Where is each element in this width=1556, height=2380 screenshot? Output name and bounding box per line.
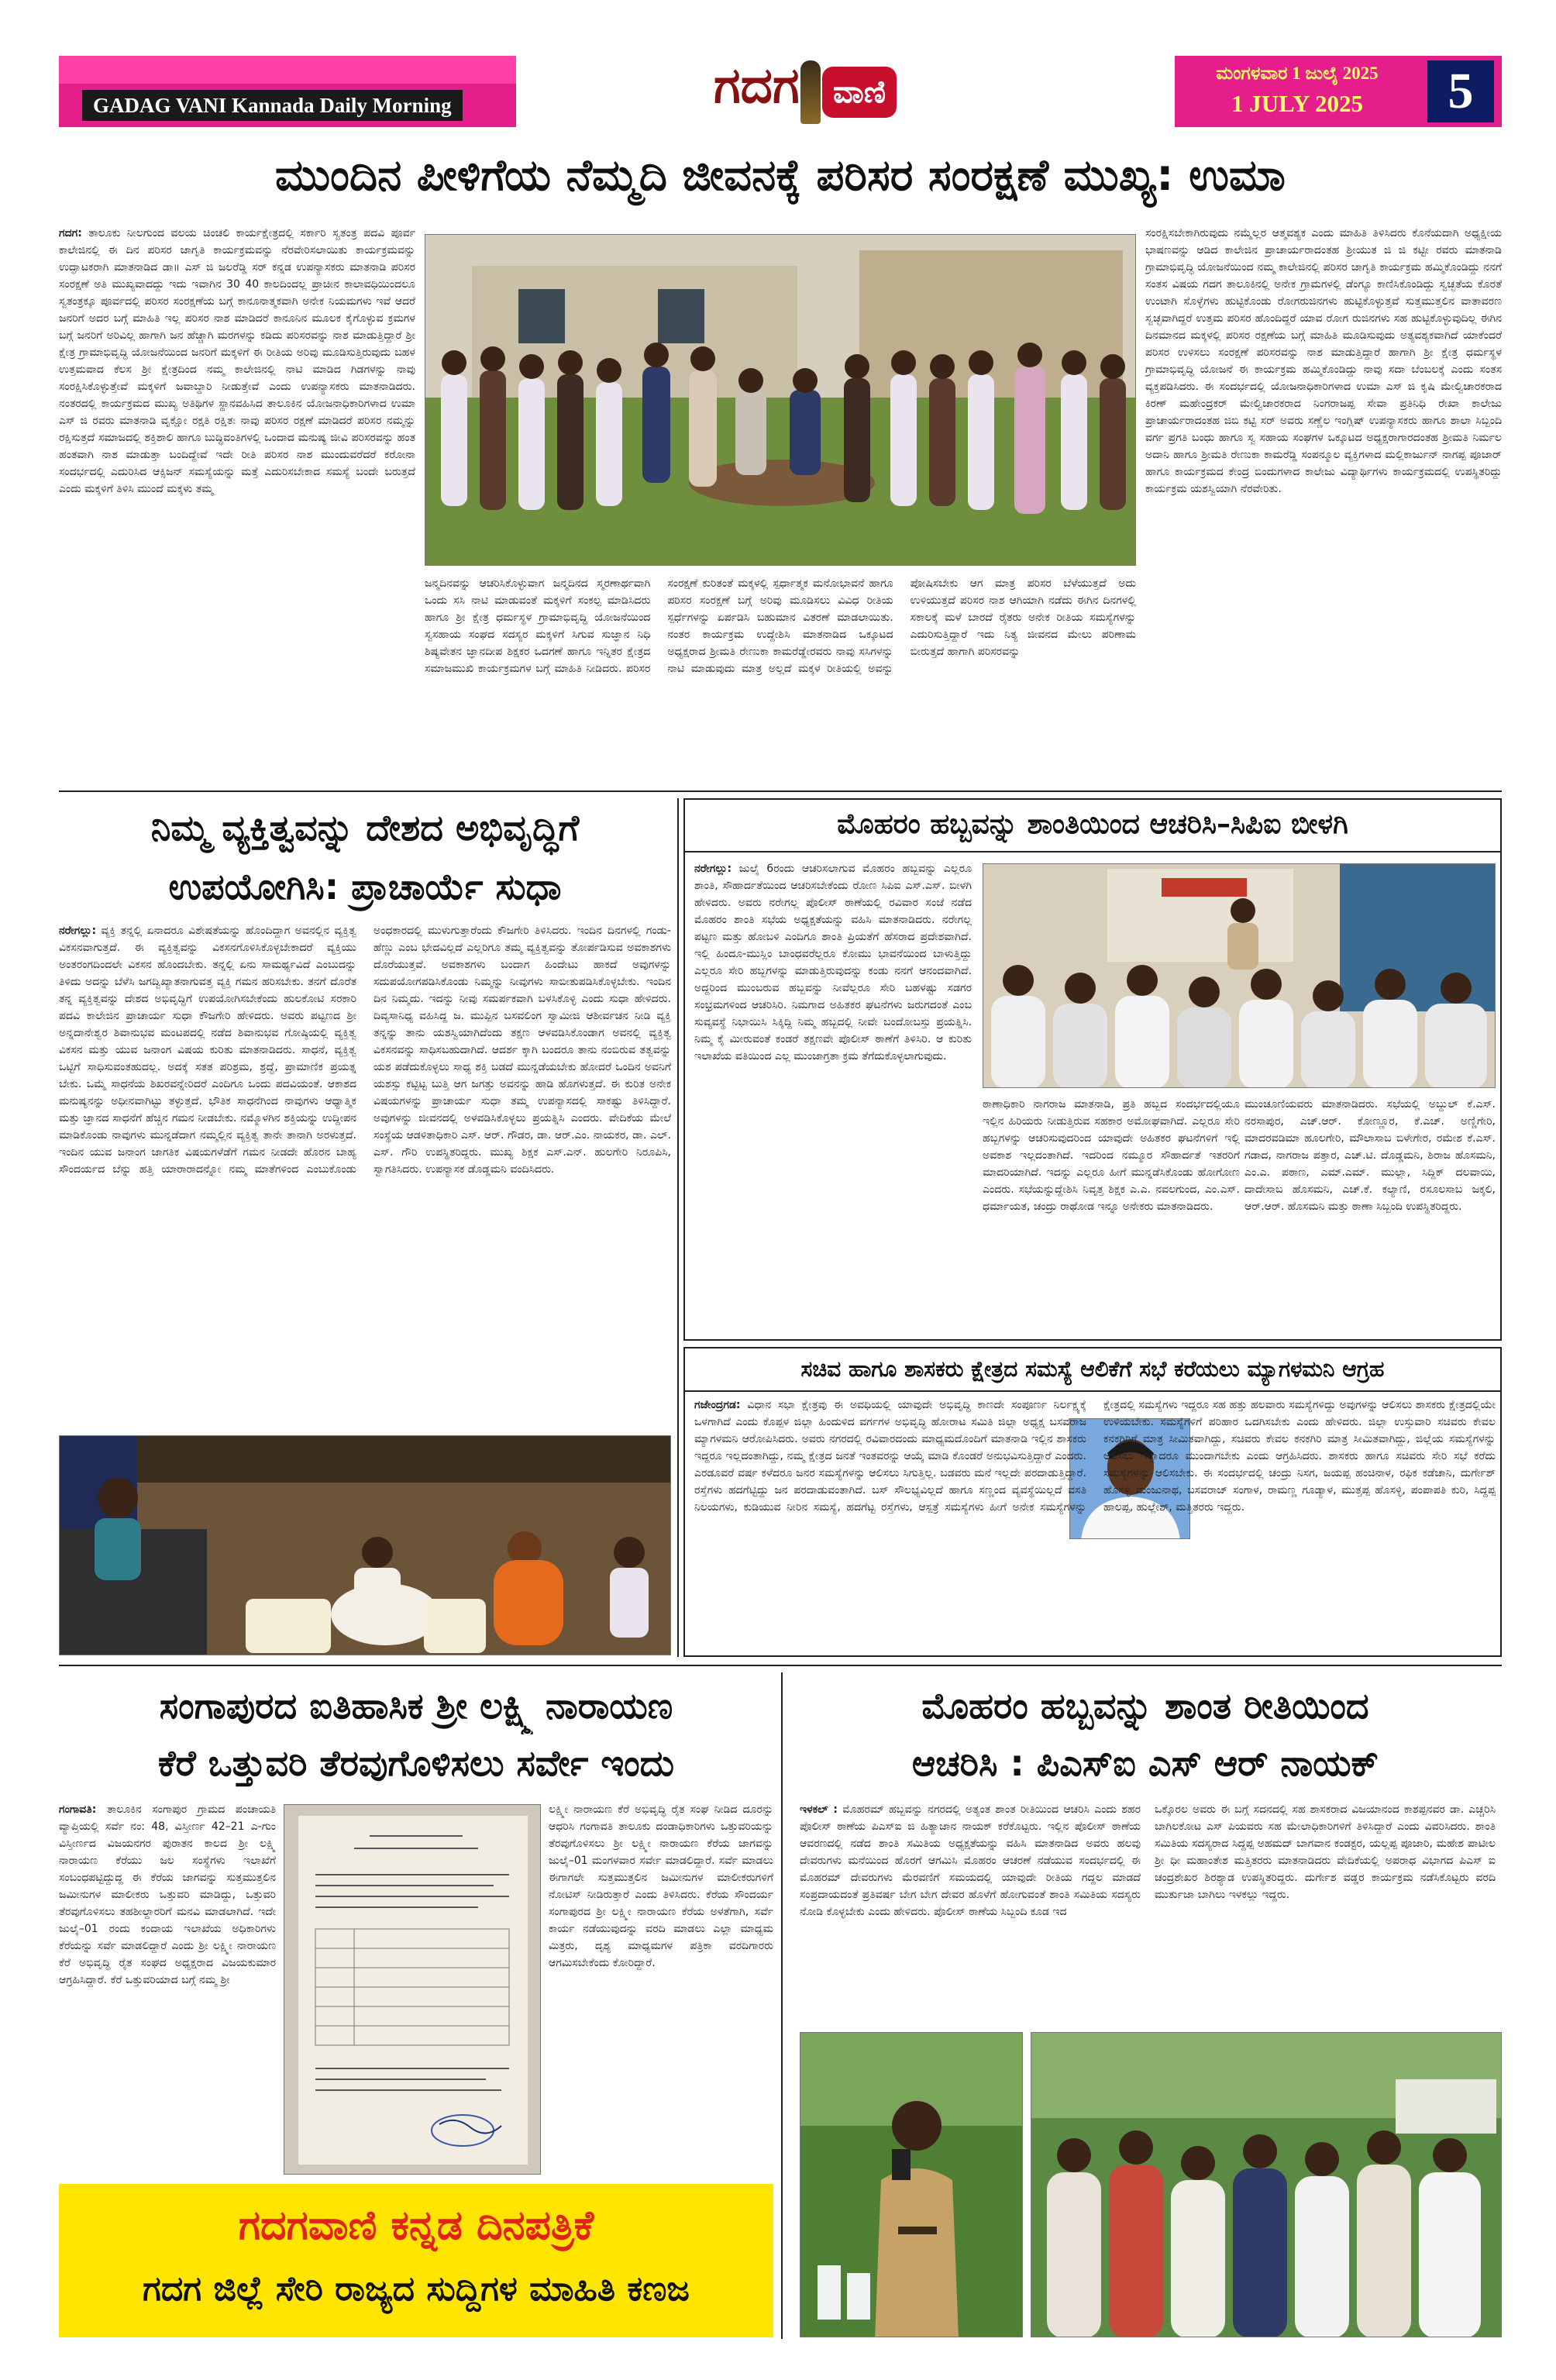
story3-col-left-text: ಜುಲೈ 6ರಂದು ಆಚರಿಸಲಾಗುವ ಮೊಹರಂ ಹಬ್ಬವನ್ನು ಎಲ್ಲರೂ ಶಾಂತಿ, ಸೌಹಾರ್ದತೆಯಿಂದ ಆಚರಿಸಬೇಕೆಂದು ರೋಣ ಸಿಪಿಐ ಎಸ್.ಎಸ್. ಬೀಳಗಿ ಹೇಳಿದರು. ಅವರು ನರೇಗಲ್ಲ ಪೊಲೀಸ್ ಠಾಣೆಯಲ್ಲಿ ರವಿವಾರ ಸಂಜೆ ನಡೆದ ಮೊಹರಂ ಶಾಂತಿ ಸಭೆಯ ಅಧ್ಯಕ್ಷತೆಯನ್ನು ವಹಿಸಿ ಮಾತನಾಡಿದರು. ನರೇಗಲ್ಲ ಪಟ್ಟಣ ಮತ್ತು ಹೋಬಳಿ ಎಂದಿಗೂ ಶಾಂತಿ ಪ್ರಿಯತೆಗೆ ಹೆಸರಾದ ಪ್ರದೇಶವಾಗಿದೆ. ಇಲ್ಲಿ ಹಿಂದೂ-ಮುಸ್ಲಿಂ ಬಾಂಧವರೆಲ್ಲರೂ ಕೋಮು ಭಾವನೆಯಿಂದ ಬಾಳುತ್ತಿದ್ದು ಎಲ್ಲರೂ ಸೇರಿ ಹಬ್ಬಗಳನ್ನು ಮಾಡುತ್ತಿರುವುದನ್ನು ಕಂಡು ನನಗೆ ಆನಂದವಾಗಿದೆ. ಅದ್ದರಿಂದ ಮುಂಬರುವ ಹಬ್ಬವನ್ನು ನೀವೆಲ್ಲರೂ ಸೇರಿ ಬಹಳಷ್ಟು ಸಡಗರ ಸಂಭ್ರಮಗಳಿಂದ ಆಚರಿಸಿರಿ. ನಿಮಗಾದ ಅಹಿತಕರ ಘಟನೆಗಳು ಜರುಗದಂತೆ ಎಂಬ ಸುವ್ಯವಸ್ಥೆ ನಿಭಾಯಿಸಿ ಸಿಕ್ಕಿದ್ದಿ ನಿಮ್ಮ ಹಬ್ಬದಲ್ಲಿ ನೀವೇ ಬಂದೋಬಸ್ತು ಪ್ರಯತ್ನಿಸಿ. ನಿಮ್ಮ ಕೈ ಮೀರುವಂತೆ ಕಂಡರೆ ತಕ್ಷಣವೇ ಪೊಲೀಸ್ ಠಾಣೆಗೆ ತಿಳಿಸಿರಿ. ಆ ಕುರಿತು ಇಲಾಖೆಯ ವತಿಯಿಂದ ಎಲ್ಲ ಮುಂಜಾಗ್ರತಾ ಕ್ರಮ ತೆಗೆದುಕೊಳ್ಳಲಾಗುವುದು. <box>694 863 972 1063</box>
story1-photo <box>425 234 1136 566</box>
page-number: 5 <box>1427 60 1494 122</box>
story4-body-text: ವಿಧಾನ ಸಭಾ ಕ್ಷೇತ್ರವು ಈ ಅವಧಿಯಲ್ಲಿ ಯಾವುದೇ ಅಭಿವೃದ್ಧಿ ಕಾಣದೇ ಸಂಪೂರ್ಣ ನಿರ್ಲಕ್ಷ್ಯಕ್ಕೆ ಒಳಗಾಗಿದೆ ಎಂದು ಕೊಪ್ಪಳ ಜಿಲ್ಲಾ ಹಿಂದುಳಿದ ವರ್ಗಗಳ ಅಭಿವೃದ್ಧಿ ಹೋರಾಟ ಸಮಿತಿ ಜಿಲ್ಲಾ ಅಧ್ಯಕ್ಷ ಬಸವರಾಜ ಮ್ಯಾಗಳಮನಿ ಆರೋಪಿಸಿದರು. ಅವರು ನಗರದಲ್ಲಿ ರವಿವಾರದಂದು ಮಾಧ್ಯಮದೊಂದಿಗೆ ಮಾತನಾಡಿ ಇಲ್ಲಿನ ಶಾಸಕರು ಇದ್ದರೂ ಇಲ್ಲದಂತಾಗಿದ್ದು, ನಮ್ಮ ಕ್ಷೇತ್ರದ ಜನತೆ ಇಂತವರನ್ನು ಆಯ್ಕೆ ಮಾಡಿ ಕೊಂಡರೆ ಅನುಭವಿಸುತ್ತಿದ್ದಾರೆ ಎಂದರು. ಎರಡೂವರೆ ವರ್ಷ ಕಳೆದರೂ ಜನರ ಸಮಸ್ಯೆಗಳನ್ನು ಆಲಿಸಲು ಸಿಗುತ್ತಿಲ್ಲ. ಬಡವರು ಮನೆ ಇಲ್ಲದೇ ಪರದಾಡುತ್ತಿದ್ದಾರೆ. ರಸ್ತೆಗಳು ಹದಗೆಟ್ಟಿದ್ದು ಜನ ಪರದಾಡುವಂತಾಗಿದೆ. ಬಸ್ ಸೌಲಭ್ಯವಿಲ್ಲದೆ ಹಾಗೂ ಸಣ್ಣಂದ ವ್ಯವಸ್ಥೆಯಿಲ್ಲದೆ ವಸತಿ ನಿಲಯಗಳು, ಕುಡಿಯುವ ನೀರಿನ ಸಮಸ್ಯೆ, ಹದಗೆಟ್ಟ ರಸ್ತೆಗಳು, ಆಸ್ಪತ್ರೆ ಸಮಸ್ಯೆಗಳು ಹೀಗೆ ಅನೇಕ ಸಮಸ್ಯೆಗಳನ್ನು ಕ್ಷೇತ್ರದಲ್ಲಿ ಸಮಸ್ಯೆಗಳು ಇದ್ದರೂ ಸಹ ಹತ್ತು ಹಲವಾರು ಸಮಸ್ಯೆಗಳಿದ್ದು ಅವುಗಳನ್ನು ಆಲಿಸಲು ಶಾಸಕರು ಕ್ಷೇತ್ರದಲ್ಲಿಯೇ ಉಳಿಯಬೇಕು. ಸಮಸ್ಯೆಗಳಿಗೆ ಪರಿಹಾರ ಒದಗಿಸಬೇಕು ಎಂದು ಹೇಳಿದರು. ಜಿಲ್ಲಾ ಉಸ್ತುವಾರಿ ಸಚಿವರು ಕೇವಲ ಕನಕಗಿರಿಗೆ ಮಾತ್ರ ಸೀಮಿತವಾಗಿದ್ದು, ಸಚಿವರು ಕೇವಲ ಕನಕಗಿರಿ ಮಾತ್ರ ಸೀಮಿತವಾಗಿದ್ದು, ಜಿಲ್ಲೆಯ ಸಮಸ್ಯೆಗಳನ್ನು ಆಲಿಸಲು ಇನ್ನಾದರೂ ಮುಂದಾಗಬೇಕು ಎಂದು ಆಗ್ರಹಿಸಿದರು. ಶಾಸಕರು ಹಾಗೂ ಸಚಿವರು ಸೇರಿ ಸಭೆ ಕರೆದು ಸಮಸ್ಯೆಗಳನ್ನು ಆಲಿಸಬೇಕು. ಈ ಸಂದರ್ಭದಲ್ಲಿ ಚಂದ್ರು ನಿಸಗ, ಜಯಪ್ಪ ಹಂಚಿನಾಳ, ರಫಿಕ ಕಡೆಚಾನಿ, ದುರ್ಗೇಶ್ ಹೊಸಳ್ಳಿ ಮಂಜುನಾಥ, ಬಸವರಾಜ್ ಸಂಗಾಳ, ರಾಮಣ್ಣ ಗೂಡ್ಯಾಳ, ಮುತ್ತಪ್ಪ ಹೊಸಳ್ಳಿ, ಪಂಪಾಪತಿ ಕುರಿ, ಸಿದ್ದಪ್ಪ ಹಾಲಪ್ಪ, ಹುಲ್ಲೇಶ್, ಮತ್ತಿತರರು ಇದ್ದರು. <box>694 1399 1496 1514</box>
story2-headline-line2: ಉಪಯೋಗಿಸಿ: ಪ್ರಾಚಾರ್ಯೆ ಸುಧಾ <box>168 866 562 908</box>
logo-badge: ವಾಣಿ <box>822 67 897 118</box>
paper-name: GADAG VANI Kannada Daily Morning <box>82 90 463 121</box>
divider <box>683 851 1502 852</box>
gathering-crowd-scene <box>1031 2033 1502 2337</box>
story6-col-left-text: ಮೊಹರಮ್ ಹಬ್ಬವನ್ನು ನಗರದಲ್ಲಿ ಅತ್ಯಂತ ಶಾಂತ ರೀತಿಯಿಂದ ಆಚರಿಸಿ ಎಂದು ಶಹರ ಪೊಲೀಸ್ ಠಾಣೆಯ ಪಿಎಸ್ಐ ಜಿ ಹಿತ್ಯಾಜಾನ ನಾಯಕ್ ಕರೆಕೊಟ್ಟರು. ಇಲ್ಲಿನ ಪೊಲೀಸ್ ಠಾಣೆಯ ಆವರಣದಲ್ಲಿ ನಡೆದ ಶಾಂತಿ ಸಮಿತಿಯ ಅಧ್ಯಕ್ಷತೆಯನ್ನು ವಹಿಸಿ ಮಾತನಾಡಿದ ಅವರು ಹಲವು ದೇವರುಗಳು ಮನೆಯಿಂದ ಹೊರಗೆ ಆಗಮಿಸಿ ಮೊಹರಂ ಆಚರಣೆ ನಡೆಯುವ ಸಂದರ್ಭದಲ್ಲಿ ಈ ಮೊಹರಮ್ ದೇವರುಗಳು ಮೆರವಣಿಗೆ ಸಮಯದಲ್ಲಿ ಯಾವುದೇ ರೀತಿಯ ಗದ್ದಲ ಮಾಡದೆ ಸಂಪ್ರದಾಯದಂತೆ ಪ್ರತಿವರ್ಷ ಬೇಗ ಬೇಗ ದೇವರ ಹೊಳೆಗೆ ಹೋಗುವಂತೆ ಶಾಂತಿ ಸಮಿತಿಯ ಸದಸ್ಯರು ನೋಡಿ ಕೊಳ್ಳಬೇಕು ಎಂದು ಹೇಳಿದರು. ಪೊಲೀಸ್ ಠಾಣೆಯ ಸಿಬ್ಬಂದಿ ಕೂಡ ಇದ <box>800 1803 1141 1918</box>
stage-event-scene <box>60 1436 671 1655</box>
story5-notice-image <box>284 1804 541 2175</box>
story1-dateline: ಗದಗ: <box>59 227 82 239</box>
masthead-right-bar <box>1175 56 1502 127</box>
divider <box>59 1665 1502 1666</box>
story3-col-mid: ಠಾಣಾಧಿಕಾರಿ ನಾಗರಾಜ ಮಾತನಾಡಿ, ಪ್ರತಿ ಹಬ್ಬದ ಸಂದರ್ಭದಲ್ಲಿಯೂ ಇಲ್ಲಿನ ಹಿರಿಯರು ನೀಡುತ್ತಿರುವ ಸಹಕಾರ ಅಮೋಘವಾಗಿದೆ. ಎಲ್ಲರೂ ಸೇರಿ ಹಬ್ಬಗಳನ್ನು ಆಚರಿಸುವುದರಿಂದ ಯಾವುದೇ ಅಹಿತಕರ ಘಟನೆಗಳಿಗೆ ಇಲ್ಲಿ ಅವಕಾಶ ಇಲ್ಲದಂತಾಗಿದೆ. ಇದರಿಂದ ನಮ್ಮೂರ ಸೌಹಾರ್ದತೆ ಇತರರಿಗೆ ಮಾದರಿಯಾಗಿದೆ. ಇದನ್ನು ಎಲ್ಲರೂ ಹೀಗೆ ಮುನ್ನಡೆಸಿಕೊಂಡು ಹೋಗೋಣ ಎಂದರು. ಸಭೆಯನ್ನುದ್ದೇಶಿಸಿ ನಿವೃತ್ತ ಶಿಕ್ಷಕ ಎ.ಎ. ನವಲಗುಂದ, ಎಂ.ಎಸ್. ಧರ್ಮಾಯತ, ಚಂದ್ರು ರಾಥೋಡ ಇನ್ನೂ ಅನೇಕರು ಮಾತನಾಡಿದರು. <box>983 1098 1240 1213</box>
tree-planting-scene <box>425 235 1136 566</box>
story4-body <box>694 1397 1496 1651</box>
divider <box>59 790 1502 792</box>
story1-col-left-text: ತಾಲೂಕು ನೀಲಗುಂದ ವಲಯ ಚಿಂಚಲಿ ಕಾರ್ಯಕ್ಷೇತ್ರದಲ್ಲಿ ಸರ್ಕಾರಿ ಸ್ವತಂತ್ರ ಪದವಿ ಪೂರ್ವ ಕಾಲೇಜಿನಲ್ಲಿ ಈ ದಿನ ಪರಿಸರ ಜಾಗೃತಿ ಕಾರ್ಯಕ್ರಮವನ್ನು ನೆರವೇರಿಸಲಾಯಿತು ಕಾರ್ಯಕ್ರಮವನ್ನು ಉದ್ಘಾಟಕರಾಗಿ ಮಾತನಾಡಿದ ಡಾ॥ ಎಸ್ ಜಿ ಜಲರೆಡ್ಡಿ ಸರ್ ಕನ್ನಡ ಉಪನ್ಯಾಸಕರು ಮಾತನಾಡಿ ಪರಿಸರ ಸಂರಕ್ಷಣೆ ಅತಿ ಮುಖ್ಯವಾದದ್ದು ಇದು ಇವಾಗಿನ 30 40 ಕಾಲದಿಂದಲ್ಲ ಪ್ರಾಚೀನ ಕಾಲಾವಧಿಯಿಂದಲೂ ಸ್ವತಂತ್ರಕ್ಕೂ ಪೂರ್ವದಲ್ಲಿ ಪರಿಸರ ಸಂರಕ್ಷಣೆಯ ಬಗ್ಗೆ ಕಾನೂನಾತ್ಮಕವಾಗಿ ಅನೇಕ ನಿಯಮಗಳು ಇವೆ ಆದರೆ ಜನರಿಗೆ ಅದರ ಬಗ್ಗೆ ಮಾಹಿತಿ ಇಲ್ಲ ಪರಿಸರ ನಾಶ ಮಾಡಿದರೆ ಕಾನೂನಿನ ಮೂಲಕ ಕೈಗೊಳ್ಳುವ ಕ್ರಮಗಳ ಬಗ್ಗೆ ಜನರಿಗೆ ಅರಿವಿಲ್ಲ ಹಾಗಾಗಿ ಜನ ಹೆಚ್ಚಾಗಿ ಮರಗಳನ್ನು ಕಡಿದು ಪರಿಸರವನ್ನು ನಾಶ ಮಾಡುತ್ತಿದ್ದಾರೆ ಶ್ರೀ ಕ್ಷೇತ್ರ ಗ್ರಾಮಾಭಿವೃದ್ಧಿ ಯೋಜನೆಯಿಂದ ಜನರಿಗೆ ಮಕ್ಕಳಿಗೆ ಈ ರೀತಿಯ ಅರಿವು ಮೂಡಿಸುತ್ತಿರುವುದು ಬಹಳ ಉತ್ತಮವಾದ ಕೆಲಸ ಶ್ರೀ ಕ್ಷೇತ್ರದಿಂದ ನಮ್ಮ ಕಾಲೇಜಿನಲ್ಲಿ ನಾಟಿ ಮಾಡಿದ ಗಿಡಗಳನ್ನು ನಾವು ಸಂರಕ್ಷಿಸಿಕೊಳ್ಳುತ್ತೇವೆ ಮಕ್ಕಳಿಗೆ ಜವಾಬ್ದಾರಿ ನೀಡುತ್ತೇವೆ ಎಂದು ಉಪನ್ಯಾಸಕರು ಮಾತನಾಡಿದರು. ನಂತರದಲ್ಲಿ ಕಾರ್ಯಕ್ರಮದ ಮುಖ್ಯ ಅತಿಥಿಗಳ ಸ್ಥಾನವಹಿಸಿದ ತಾಲೂಕಿನ ಯೋಜನಾಧಿಕಾರಿಗಳಾದ ಉಮಾ ಎಸ್ ಜಿ ರವರು ಮಾತನಾಡಿ ವೃಕ್ಷೋ ರಕ್ಷತಿ ರಕ್ಷಿತಃ ನಾವು ಪರಿಸರ ರಕ್ಷಣೆ ಮಾಡಿದರೆ ಪರಿಸರ ನಮ್ಮನ್ನು ರಕ್ಷಿಸುತ್ತದೆ ಸಮಾಜದಲ್ಲಿ ಶಕ್ತಿಶಾಲಿ ಹಾಗೂ ಬುದ್ಧಿವಂತಿಗಳಲ್ಲಿ ಒಂದಾದ ಮನುಷ್ಯ ಜೀವಿ ಪರಿಸರವನ್ನು ಹಂತ ಹಂತವಾಗಿ ನಾಶ ಮಾಡುತ್ತಾ ಬಂದಿದ್ದೇವೆ ಇದೇ ರೀತಿ ಪರಿಸರ ನಾಶ ಮುಂದುವರೆದರೆ ಕರೋನಾ ಸಂದರ್ಭದಲ್ಲಿ ಎದುರಿಸಿದ ಆಕ್ಸಿಜನ್ ಸಮಸ್ಯೆಯನ್ನು ಮತ್ತೆ ಎದುರಿಸಬೇಕಾದ ಸಮಸ್ಯೆ ಬಂದೇ ಬರುತ್ತದೆ ಎಂದು ಮಕ್ಕಳಿಗೆ ತಿಳಿಸಿ ಮುಂದೆ ಮಕ್ಕಳು ತಮ್ಮ <box>59 227 415 495</box>
divider <box>683 1390 1502 1392</box>
story2-dateline: ನರೇಗಲ್ಲು: <box>59 925 97 937</box>
story5-headline-line2: ಕೆರೆ ಒತ್ತುವರಿ ತೆರವುಗೊಳಿಸಲು ಸರ್ವೇ ಇಂದು <box>158 1742 674 1784</box>
story2-body-text: ವ್ಯಕ್ತಿ ತನ್ನಲ್ಲಿ ಏನಾದರೂ ವಿಶೇಷತೆಯನ್ನು ಹೊಂದಿದ್ದಾಗ ಅವನಲ್ಲಿನ ವ್ಯಕ್ತಿತ್ವ ವಿಕಸನವಾಗುತ್ತದೆ. ಈ ವ್ಯಕ್ತಿತ್ವವನ್ನು ವಿಕಸನಗೊಳಿಸಿಕೊಳ್ಳಬೇಕಾದರೆ ವ್ಯಕ್ತಿಯು ಅಂತರಂಗದಿಂದಲೇ ವಿಕಸನ ಹೊಂದಬೇಕು. ತನ್ನಲ್ಲಿ ಏನು ಸಾಮರ್ಥ್ಯವಿದೆ ಎಂಬುದನ್ನು ತಿಳಿದು ಅದನ್ನು ಬೆಳೆಸಿ ಜಗದ್ವಿಖ್ಯಾತನಾಗುವತ್ತ ವ್ಯಕ್ತಿ ಗಮನ ಹರಿಸಬೇಕು. ತನಗೆ ದೊರೆತ ತನ್ನ ವ್ಯಕ್ತಿತ್ವವನ್ನು ದೇಶದ ಅಭಿವೃದ್ಧಿಗೆ ಉಪಯೋಗಿಸಬೇಕೆಂದು ಹುಲಕೋಟಿ ಸರಕಾರಿ ಪದವಿ ಕಾಲೇಜಿನ ಪ್ರಾಚಾರ್ಯ ಸುಧಾ ಕೌಜಗೇರಿ ಹೇಳಿದರು. ಅವರು ಪಟ್ಟಣದ ಶ್ರೀ ಅನ್ನದಾನೇಶ್ವರ ಶಿವಾನುಭವ ಮಂಟಪದಲ್ಲಿ ನಡೆದ ಶಿವಾನುಭವ ಗೋಷ್ಠಿಯಲ್ಲಿ ವ್ಯಕ್ತಿತ್ವ ವಿಕಸನ ಮತ್ತು ಯುವ ಜನಾಂಗ ವಿಷಯ ಕುರಿತು ಮಾತನಾಡಿದರು. ಸಾಧನೆ, ವ್ಯಕ್ತಿತ್ವ ಒಟ್ಟಿಗೆ ಸಾಧಿಸುವಂತಹುದಲ್ಲ. ಅದಕ್ಕೆ ಸತತ ಪರಿಶ್ರಮ, ಶ್ರದ್ಧೆ, ಪ್ರಾಮಾಣಿಕ ಪ್ರಯತ್ನ ಬೇಕು. ಒಮ್ಮೆ ಸಾಧನೆಯ ಶಿಖರವನ್ನೇರಿದರೆ ಎಂದಿಗೂ ಒಂದು ಪದವಿಯಂತೆ. ಆಕಾಶದ ಮನುಷ್ಯನನ್ನು ಅಧೀನವಾಗಿಟ್ಟು ತಳ್ಳುತ್ತದೆ. ಭೌತಿಕ ಸಾಧನೆಗಿಂದ ನಾವುಗಳು ಆಧ್ಯಾತ್ಮಿಕ ಮತ್ತು ಜ್ಞಾನದ ಸಾಧನೆಗೆ ಹೆಚ್ಚಿನ ಗಮನ ನೀಡಬೇಕು. ನಮ್ಮೊಳಗಿನ ಶಕ್ತಿಯನ್ನು ಉದ್ದೀಪನ ಮಾಡಿಕೊಂಡು ನಾವುಗಳು ಮುನ್ನಡೆದಾಗ ನಮ್ಮಲ್ಲಿನ ವ್ಯಕ್ತಿತ್ವ ತಾನೇ ತಾನಾಗಿ ಅರಳುತ್ತದೆ. ಇಂದಿನ ಯುವ ಜನಾಂಗ ಜಾಗತಿಕ ವಿಷಯಗಳೆಡೆಗೆ ಗಮನ ನೀಡದೇ ಹೊರನ ಬಾಹ್ಯ ಸೌಂದರ್ಯದ ಬೆನ್ನು ಹತ್ತಿ ಯಾರಾರಾದನ್ನೋ ನಮ್ಮ ಮಾತೆಗಳಿಂದ ಎಂಬುಕೊಂಡು ಅಂಧಕಾರದಲ್ಲಿ ಮುಳುಗುತ್ತಾರೆಂದು ಕೌಜಗೇರಿ ತಿಳಿಸಿದರು. ಇಂದಿನ ದಿನಗಳಲ್ಲಿ ಗಂಡು-ಹೆಣ್ಣು ಎಂಬ ಭೇದವಿಲ್ಲದೆ ಎಲ್ಲರಿಗೂ ತಮ್ಮ ವ್ಯಕ್ತಿತ್ವವನ್ನು ತೋರ್ಪಡಿಸುವ ಅವಕಾಶಗಳು ದೊರೆಯುತ್ತವೆ. ಅವಕಾಶಗಳು ಬಂದಾಗ ಹಿಂದೇಟು ಹಾಕದೆ ಅವುಗಳನ್ನು ಸದುಪಯೋಗಪಡಿಸಿಕೊಂಡು ನಿಮ್ಮನ್ನು ನೀವುಗಳು ಸಾಬೀತುಪಡಿಸಿಕೊಳ್ಳಬೇಕು. ಇಂದಿನ ದಿನ ನಿಮ್ಮದು. ಇದನ್ನು ನೀವು ಸಮರ್ಪಕವಾಗಿ ಬಳಸಿಕೊಳ್ಳಿ ಎಂದು ಸುಧಾ ಹೇಳಿದರು. ದಿವ್ಯಸಾನಿಧ್ಯ ವಹಿಸಿದ್ದ ಜ. ಮುಪ್ಪಿನ ಬಸವಲಿಂಗ ಸ್ವಾಮೀಜಿ ಆಶೀರ್ವಚನ ನೀಡಿ ವ್ಯಕ್ತಿ ತನ್ನನ್ನು ತಾನು ಯಶಸ್ವಿಯಾಗಿದೆಂದು ತಕ್ಷಣ ಆಳವಡಿಸಿಕೊಂಡಾಗ ಅವನಲ್ಲಿ ವ್ಯಕ್ತಿತ್ವ ವಿಕಸನವನ್ನು ಸಾಧಿಸಬಹುದಾಗಿದೆ. ಆದರ್ಶ ಕ್ಕಾಗಿ ಬಂದರೂ ತಾನು ನಂಬಿರುವ ತತ್ವವನ್ನು ಯಶ ಪಡೆದುಕೊಳ್ಳಲು ಸಾಧ್ಯ ಶಕ್ತಿ ಬಡದೆ ಮುನ್ನಡೆಯಬೇಕು ಹೋದರೆ ಒಂದಿನ ಅವನಿಗೆ ಯಶಸ್ಸು ಕಟ್ಟಿಟ್ಟ ಬುತ್ತಿ ಆಗ ಜಗತ್ತು ಅವನನ್ನು ಹಾಡಿ ಹೊಗಳುತ್ತದೆ. ಈ ಕುರಿತ ಅನೇಕ ವಿಷಯಗಳನ್ನು ಪ್ರಾಚಾರ್ಯ ಸುಧಾ ತಮ್ಮ ಉಪನ್ಯಾಸದಲ್ಲಿ ಸಾಕಷ್ಟು ತಿಳಿಸಿದ್ದಾರೆ. ಅವುಗಳನ್ನು ಜೀವನದಲ್ಲಿ ಅಳವಡಿಸಿಕೊಳ್ಳಲು ಪ್ರಯತ್ನಿಸಿ ಎಂದರು. ವೇದಿಕೆಯ ಮೇಲೆ ಸಂಸ್ಥೆಯ ಆಡಳಿತಾಧಿಕಾರಿ ಎಸ್. ಆರ್. ಗೌಡರ, ಡಾ. ಆರ್.ಎಂ. ನಾಯಕರ, ಡಾ. ಎಲ್. ಎಸ್. ಗೌರಿ ಉಪಸ್ಥಿತರಿದ್ದರು. ಮುಖ್ಯ ಶಿಕ್ಷಕ ಎಸ್.ಎನ್. ಹುಲಗೇರಿ ನಿರೂಪಿಸಿ, ಸ್ವಾಗತಿಸಿದರು. ಉಪನ್ಯಾಸಕ ಡೊಡ್ಡಮನಿ ವಂದಿಸಿದರು. <box>59 925 671 1176</box>
story1-col-below-photo: ಜನ್ಮದಿನವನ್ನು ಆಚರಿಸಿಕೊಳ್ಳುವಾಗ ಜನ್ಮದಿನದ ಸ್ಮರಣಾರ್ಥವಾಗಿ ಒಂದು ಸಸಿ ನಾಟಿ ಮಾಡುವಂತೆ ಮಕ್ಕಳಿಗೆ ಸಂಕಲ್ಪ ಮಾಡಿಸಿದರು ಹಾಗೂ ಶ್ರೀ ಕ್ಷೇತ್ರ ಧರ್ಮಸ್ಥಳ ಗ್ರಾಮಾಭಿವೃದ್ಧಿ ಯೋಜನೆಯಿಂದ ಸ್ವಸಹಾಯ ಸಂಘದ ಸದಸ್ಯರ ಮಕ್ಕಳಿಗೆ ಸಿಗುವ ಸುಜ್ಞಾನ ನಿಧಿ ಶಿಷ್ಯವೇತನ ಜ್ಞಾನದೀಪ ಶಿಕ್ಷಕರ ಒದಗಣೆ ಹಾಗೂ ಇನ್ನಿತರ ಕ್ಷೇತ್ರದ ಸಮಾಜಮುಖಿ ಕಾರ್ಯಕ್ರಮಗಳ ಬಗ್ಗೆ ಮಾಹಿತಿ ನೀಡಿದರು. ಪರಿಸರ ಸಂರಕ್ಷಣೆ ಕುರಿತಂತೆ ಮಕ್ಕಳಲ್ಲಿ ಸ್ಪರ್ಧಾತ್ಮಕ ಮನೋಭಾವನೆ ಹಾಗೂ ಪರಿಸರ ಸಂರಕ್ಷಣೆ ಬಗ್ಗೆ ಅರಿವು ಮೂಡಿಸಲು ವಿವಿಧ ರೀತಿಯ ಸ್ಪರ್ಧೆಗಳನ್ನು ಏರ್ಪಡಿಸಿ ಬಹುಮಾನ ವಿತರಣೆ ಮಾಡಲಾಯಿತು. ನಂತರ ಕಾರ್ಯಕ್ರಮ ಉದ್ದೇಶಿಸಿ ಮಾತನಾಡಿದ ಒಕ್ಕೂಟದ ಅಧ್ಯಕ್ಷರಾದ ಶ್ರೀಮತಿ ರೇಣುಕಾ ಕಾಮರೆಡ್ಡೇರವರು ನಾವು ಸಸಿಗಳನ್ನು ನಾಟಿ ಮಾಡುವುದು ಮಾತ್ರ ಅಲ್ಲದೆ ಮಕ್ಕಳ ರೀತಿಯಲ್ಲಿ ಅವನ್ನು ಪೋಷಿಸಬೇಕು ಆಗ ಮಾತ್ರ ಪರಿಸರ ಬೆಳೆಯುತ್ತದೆ ಅದು ಉಳಿಯುತ್ತದೆ ಪರಿಸರ ನಾಶ ಆಗಿಯಾಗಿ ನಡೆದು ಈಗಿನ ದಿನಗಳಲ್ಲಿ ಸಕಾಲಕ್ಕೆ ಮಳೆ ಬಾರದೆ ರೈತರು ಅನೇಕ ರೀತಿಯ ಸಮಸ್ಯೆಗಳನ್ನು ಎದುರಿಸುತ್ತಿದ್ದಾರೆ ಇದು ನಿತ್ಯ ಜೀವನದ ಮೇಲು ಪರಿಣಾಮ ಬೀರುತ್ತದೆ ಹಾಗಾಗಿ ಪರಿಸರವನ್ನು <box>425 577 1136 675</box>
story5-col-right: ಲಕ್ಷ್ಮೀ ನಾರಾಯಣ ಕೆರೆ ಅಭಿವೃದ್ಧಿ ರೈತ ಸಂಘ ನೀಡಿದ ದೂರನ್ನು ಆಧರಿಸಿ ಗಂಗಾವತಿ ತಾಲೂಕು ದಂಡಾಧಿಕಾರಿಗಳು ಒತ್ತುವರಿಯನ್ನು ತೆರವುಗೊಳಿಸಲು ಶ್ರೀ ಲಕ್ಷ್ಮೀ ನಾರಾಯಣ ಕೆರೆಯ ಜಾಗವನ್ನು ಜುಲೈ–01 ಮಂಗಳವಾರ ಸರ್ವೇ ಮಾಡಲಿದ್ದಾರೆ. ಸರ್ವೆ ಮಾಡಲು ಈಗಾಗಲೇ ಸುತ್ತಮುತ್ತಲಿನ ಜಮೀನುಗಳ ಮಾಲೀಕರುಗಳಿಗೆ ನೋಟಿಸ್ ನೀಡಿರುತ್ತಾರೆ ಎಂದು ತಿಳಿಸಿದರು. ಕೆರೆಯ ಸೌಂದರ್ಯ ಸಂಗಾಪುರದ ಶ್ರೀ ಲಕ್ಷ್ಮೀ ನಾರಾಯಣ ಕೆರೆಯ ಅಳತೆಗಾಗಿ, ಸರ್ವೆ ಕಾರ್ಯ ನಡೆಯುವುದನ್ನು ವರದಿ ಮಾಡಲು ಎಲ್ಲಾ ಮಾಧ್ಯಮ ಮಿತ್ರರು, ದೃಶ್ಯ ಮಾಧ್ಯಮಗಳ ಪತ್ರಿಕಾ ವರದಿಗಾರರು ಆಗಮಿಸಬೇಕೆಂದು ಕೋರಿದ್ದಾರೆ. <box>549 1803 773 1969</box>
story3-col-left <box>694 860 972 1335</box>
masthead <box>59 56 1502 127</box>
story6-col-left <box>800 1801 1141 2026</box>
divider <box>677 798 679 1657</box>
story3-headline: ಮೊಹರಂ ಹಬ್ಬವನ್ನು ಶಾಂತಿಯಿಂದ ಆಚರಿಸಿ–ಸಿಪಿಐ ಬೀಳಗಿ <box>837 808 1348 840</box>
promo-banner <box>59 2184 773 2337</box>
date-english: 1 JULY 2025 <box>1231 90 1363 117</box>
story5-dateline: ಗಂಗಾವತಿ: <box>59 1803 97 1816</box>
story2-headline-line1: ನಿಮ್ಮ ವ್ಯಕ್ತಿತ್ವವನ್ನು ದೇಶದ ಅಭಿವೃದ್ಧಿಗೆ <box>150 807 580 849</box>
story6-dateline: ಇಳಕಲ್ : <box>800 1803 838 1816</box>
story1-col-left <box>59 225 415 783</box>
peace-meeting-scene <box>983 864 1496 1088</box>
date-kannada: ಮಂಗಳವಾರ 1 ಜುಲೈ 2025 <box>1216 64 1379 83</box>
story1-col-right: ಸಂರಕ್ಷಿಸಬೇಕಾಗಿರುವುದು ನಮ್ಮೆಲ್ಲರ ಆತ್ಮವಶ್ಯಕ ಎಂದು ಮಾಹಿತಿ ತಿಳಿಸಿದರು ಕೊನೆಯದಾಗಿ ಅಧ್ಯಕ್ಷೀಯ ಭಾಷಣವನ್ನು ಆಡಿದ ಕಾಲೇಜಿನ ಪ್ರಾಚಾರ್ಯರಾದಂತಹ ಶ್ರೀಯುತ ಜಿ ಜಿ ಕಟ್ಟೀ ರವರು ಮಾತನಾಡಿ ಗ್ರಾಮಾಭಿವೃದ್ಧಿ ಯೋಜನೆಯಿಂದ ನಮ್ಮ ಕಾಲೇಜಿನಲ್ಲಿ ಪರಿಸರ ಜಾಗೃತಿ ಕಾರ್ಯಕ್ರಮ ಹಮ್ಮಿಕೊಂಡಿದ್ದು ನನಗೆ ಸಂತಸ ವಿಷಯ ಗದಗ ತಾಲೂಕಿನಲ್ಲಿ ಅನೇಕ ಗ್ರಾಮಗಳಲ್ಲಿ ಡೆಂಗ್ಯೂ ಕಾಣಿಸಿಕೊಂಡಿದ್ದು ಸ್ವಚ್ಛತೆಯ ಕೊರತೆ ಉಂಟಾಗಿ ಸೊಳ್ಳೆಗಳು ಹುಟ್ಟಿಕೊಂಡು ರೋಗರುಜಿನಗಳು ಹುಟ್ಟಿಕೊಳ್ಳುತ್ತವೆ ಸುತ್ತಮುತ್ತಲಿನ ವಾತಾವರಣ ಸ್ವಚ್ಛವಾಗಿದ್ದರೆ ಉತ್ತಮ ಪರಿಸರ ಹೊಂದಿದ್ದರೆ ಯಾವ ರೋಗ ರುಜಿನಗಳು ಸಹ ಹುಟ್ಟಿಕೊಳ್ಳುವುದಿಲ್ಲ ಈಗಿನ ದಿನಮಾನದ ಮಕ್ಕಳಲ್ಲಿ ಪರಿಸರ ರಕ್ಷಣೆಯ ಬಗ್ಗೆ ಮಾಹಿತಿ ಮೂಡಿಸುವುದು ಅತ್ಯವಶ್ಯಕವಾಗಿದೆ ಯಾಕೆಂದರೆ ಪರಿಸರ ಉಳಿಸಲು ಸಂರಕ್ಷಣೆ ಪರಿಸರವನ್ನು ನಾಶ ಮಾಡುತ್ತಿದ್ದಾರೆ ಹಾಗಾಗಿ ಶ್ರೀ ಕ್ಷೇತ್ರ ಧರ್ಮಸ್ಥಳ ಗ್ರಾಮಾಭಿವೃದ್ಧಿ ಯೋಜನೆ ಈ ಕಾರ್ಯಕ್ರಮ ಹಮ್ಮಿಕೊಂಡಿದ್ದು ನಾವು ಸದಾ ಬೆಂಬಲಕ್ಕೆ ಎಂದು ಸಂತಸ ವ್ಯಕ್ತಪಡಿಸಿದರು. ಈ ಸಂದರ್ಭದಲ್ಲಿ ಯೋಜನಾಧಿಕಾರಿಗಳಾದ ಉಮಾ ಎಸ್ ಜಿ ಕೃಷಿ ಮೇಲ್ವಿಚಾರಕರಾದ ಕಿರಣ್ ಮಹೇಂದ್ರಕರ್ ಮೇಲ್ವಿಚಾರಕರಾದ ನಿಂಗರಾಜಪ್ಪ ಸೇವಾ ಪ್ರತಿನಿಧಿ ರೇಖಾ ಕಾಲೇಜು ಪ್ರಾಚಾರ್ಯರಾದಂತಹ ಜಿಬಿ ಕಟ್ಟಿ ಸರ್ ಅವರು ಸಣ್ಣೆಲ ಇಂಗ್ಲಿಷ್ ಉಪನ್ಯಾಸಕರು ಹಾಗೂ ಶಾಲಾ ಸಿಬ್ಬಂದಿ ವರ್ಗ ಪ್ರಗತಿ ಬಂಧು ಹಾಗೂ ಸ್ವ ಸಹಾಯ ಸಂಘಗಳ ಒಕ್ಕೂಟದ ಅಧ್ಯಕ್ಷರಾಗಾರದಂತಹ ಶ್ರೀಮತಿ ನಿರ್ಮಲ ಅದಾನಿ ಹಾಗೂ ಶ್ರೀಮತಿ ರೇಣುಕಾ ಕಾಮರೆಡ್ಡಿ ಸಂಪನ್ಮೂಲ ವ್ಯಕ್ತಿಗಳಾದ ಮಲ್ಲಿಕಾರ್ಜುನ್ ನಾಗಪ್ಪ ಪೂಜಾರ್ ಹಾಗೂ ಕಾರ್ಯಕ್ರಮದ ಕೇಂದ್ರ ಬಿಂದುಗಳಾದ ಕಾಲೇಜು ವಿದ್ಯಾರ್ಥಿಗಳು ಕಾರ್ಯಕ್ರಮದಲ್ಲಿ ಉಪಸ್ಥಿತರಿದ್ದು ಕಾರ್ಯಕ್ರಮ ಯಶಸ್ವಿಯಾಗಿ ನೆರವೇರಿತು. <box>1145 227 1502 495</box>
police-officer-speaking-scene <box>800 2033 1023 2337</box>
story2-body <box>59 922 671 1426</box>
statue-icon <box>800 60 821 124</box>
story5-headline-line1: ಸಂಗಾಪುರದ ಐತಿಹಾಸಿಕ ಶ್ರೀ ಲಕ್ಷ್ಮಿ ನಾರಾಯಣ <box>159 1685 673 1727</box>
story4-dateline: ಗಜೇಂದ್ರಗಡ: <box>694 1399 741 1411</box>
banner-line1: ಗದಗವಾಣಿ ಕನ್ನಡ ದಿನಪತ್ರಿಕೆ <box>238 2203 594 2249</box>
story1-headline: ಮುಂದಿನ ಪೀಳಿಗೆಯ ನೆಮ್ಮದಿ ಜೀವನಕ್ಕೆ ಪರಿಸರ ಸಂರಕ್ಷಣೆ ಮುಖ್ಯ: ಉಮಾ <box>275 150 1286 201</box>
story5-col-left-text: ತಾಲೂಕಿನ ಸಂಗಾಪುರ ಗ್ರಾಮದ ಪಂಚಾಯತಿ ವ್ಯಾಪ್ತಿಯಲ್ಲಿ ಸರ್ವೆ ನಂ: 48, ವಿಸ್ತೀರ್ಣ 42–21 ಎ-ಗುಂ ವಿಸ್ತೀರ್ಣದ ವಿಜಯನಗರ ಪುರಾತನ ಕಾಲದ ಶ್ರೀ ಲಕ್ಷ್ಮಿ ನಾರಾಯಣ ಕೆರೆಯು ಜಲ ಸಂಸ್ಥೆಗಳು ಇಲಾಖೆಗೆ ಸಂಬಂಧಪಟ್ಟಿದ್ದುದ್ದ ಈ ಕೆರೆಯ ಜಾಗವನ್ನು ಸುತ್ತಮುತ್ತಲಿನ ಜಮೀನುಗಳ ಮಾಲೀಕರು ಒತ್ತುವರಿ ಮಾಡಿದ್ದು, ಒತ್ತುವರಿ ತೆರವುಗೊಳಿಸಲು ತಹಶೀಲ್ದಾರರಿಗೆ ಮನವಿ ಮಾಡಲಾಗಿದೆ. ಇದೇ ಜುಲೈ–01 ರಂದು ಕಂದಾಯ ಇಲಾಖೆಯ ಅಧಿಕಾರಿಗಳು ಕೆರೆಯನ್ನು ಸರ್ವೆ ಮಾಡಲಿದ್ದಾರೆ ಎಂದು ಶ್ರೀ ಲಕ್ಷ್ಮೀ ನಾರಾಯಣ ಕೆರೆ ಅಭಿವೃದ್ಧಿ ರೈತ ಸಂಘದ ಅಧ್ಯಕ್ಷರಾದ ವಿಜಯಕುಮಾರ ಆಗ್ರಹಿಸಿದ್ದಾರೆ. ಕೆರೆ ಒತ್ತುವರಿಯಾದ ಬಗ್ಗೆ ನಮ್ಮ ಶ್ರೀ <box>59 1803 276 1986</box>
story4-headline: ಸಚಿವ ಹಾಗೂ ಶಾಸಕರು ಕ್ಷೇತ್ರದ ಸಮಸ್ಯೆ ಆಲಿಕೆಗೆ ಸಭೆ ಕರೆಯಲು ಮ್ಯಾಗಳಮನಿ ಆಗ್ರಹ <box>800 1356 1385 1382</box>
story3-dateline: ನರೇಗಲ್ಲು: <box>694 863 732 875</box>
document-scan-icon <box>284 1805 541 2175</box>
story5-col-left <box>59 1801 276 2173</box>
story6-headline-line1: ಮೊಹರಂ ಹಬ್ಬವನ್ನು ಶಾಂತ ರೀತಿಯಿಂದ <box>921 1685 1369 1727</box>
logo-text: ಗದಗ <box>714 57 800 115</box>
gadag-vani-logo <box>714 56 900 127</box>
story6-photo-officer <box>800 2032 1023 2337</box>
issue-date <box>1181 59 1413 119</box>
story3-col-right: ಮುಂಚೂಣಿಯವರು ಮಾತನಾಡಿದರು. ಸಭೆಯಲ್ಲಿ ಅಬ್ದುಲ್ ಕೆ.ಎಸ್. ನರಸಾಪುರ, ಎಚ್.ಆರ್. ಕೋಣ್ಣೂರ, ಕೆ.ಎಚ್. ಅಣ್ಣಿಗೇರಿ, ಮಾದರವಡಿಮಾ ಹೂಲಗೇರಿ, ಮೌಲಾಸಾಬ ಬಿಳೇಗೇರ, ರಮೇಶ ಕೆ.ಎಸ್. ಗಡಾದ, ನಾಗರಾಜ ಪತ್ತಾರ, ಎಚ್.ಟಿ. ದೊಡ್ಡಮನಿ, ಶಿರಾಜ ಹೊಸಮನಿ, ಎಂ.ಎ. ಪಠಾಣ, ಎಮ್.ಎಮ್. ಮುಲ್ಲಾ, ಸಿದ್ದಿಕ್ ದಲವಾಯಿ, ದಾದೇಸಾಬ ಹೊಸಮನಿ, ಎಚ್.ಕೆ. ಕಲ್ಯಾಣಿ, ರಸೂಲಸಾಬ ಜಕ್ಕಲಿ, ಆರ್.ಆರ್. ಹೊಸಮನಿ ಮತ್ತು ಠಾಣಾ ಸಿಬ್ಬಂದಿ ಉಪಸ್ಥಿತರಿದ್ದರು. <box>1244 1098 1496 1213</box>
masthead-left-bar <box>59 56 516 127</box>
story2-photo <box>59 1435 671 1655</box>
story6-col-right: ಒಕ್ಕೊರಲ ಅವರು ಈ ಬಗ್ಗೆ ಸದನದಲ್ಲಿ ಸಹ ಶಾಸಕರಾದ ವಿಜಯಾನಂದ ಕಾಶಪ್ಪನವರ ಡಾ. ಎಚ್ಚರಿಸಿ ಬಾಗಿಲಕೋಟ ಎಸ್ ಪಿಯವರು ಸಹ ಮೇಲಾಧಿಕಾರಿಗಳಿಗೆ ತಿಳಿಸಿದ್ದಾರೆ ಎಂದು ವಿವರಿಸಿದರು. ಶಾಂತಿ ಸಮಿತಿಯ ಸದಸ್ಯರಾದ ಸಿದ್ದಪ್ಪ ಅಹಮದ್ ಬಾಗವಾನ ಕಂಡಕ್ಟರ, ಯಲ್ಲಪ್ಪ ಪೂಜಾರಿ, ಮಹೇಶ ಪಾಟೀಲ ಶ್ರೀ ಧೀ ಮಹಾಂತೇಶ ಮತ್ತಿತರರು ಮಾತನಾಡಿದರು ವೇದಿಕೆಯಲ್ಲಿ ಅಪರಾಧ ವಿಭಾಗದ ಪಿಎಸ್ ಐ ಚಂದ್ರಶೇಖರ ಶಿರಶ್ಯಾಡ ಉಪಸ್ಥಿತರಿದ್ದರು. ದುರ್ಗೇಶ ವಡ್ಡರ ಕಾರ್ಯಕ್ರಮ ನಡೆಸಿಕೊಟ್ಟರು ವರದಿ ಮುರ್ತುಜಾ ಬಾಗಿಲು ಇಳಕಲ್ಲು ಇದ್ದರು. <box>1155 1803 1496 1901</box>
story3-photo <box>983 863 1496 1088</box>
banner-line2: ಗದಗ ಜಿಲ್ಲೆ ಸೇರಿ ರಾಜ್ಯದ ಸುದ್ದಿಗಳ ಮಾಹಿತಿ ಕಣಜ <box>143 2269 690 2309</box>
story6-photo-gathering <box>1031 2032 1502 2337</box>
story6-headline-line2: ಆಚರಿಸಿ : ಪಿಎಸ್ಐ ಎಸ್ ಆರ್ ನಾಯಕ್ <box>911 1742 1379 1784</box>
divider <box>781 1672 783 2339</box>
